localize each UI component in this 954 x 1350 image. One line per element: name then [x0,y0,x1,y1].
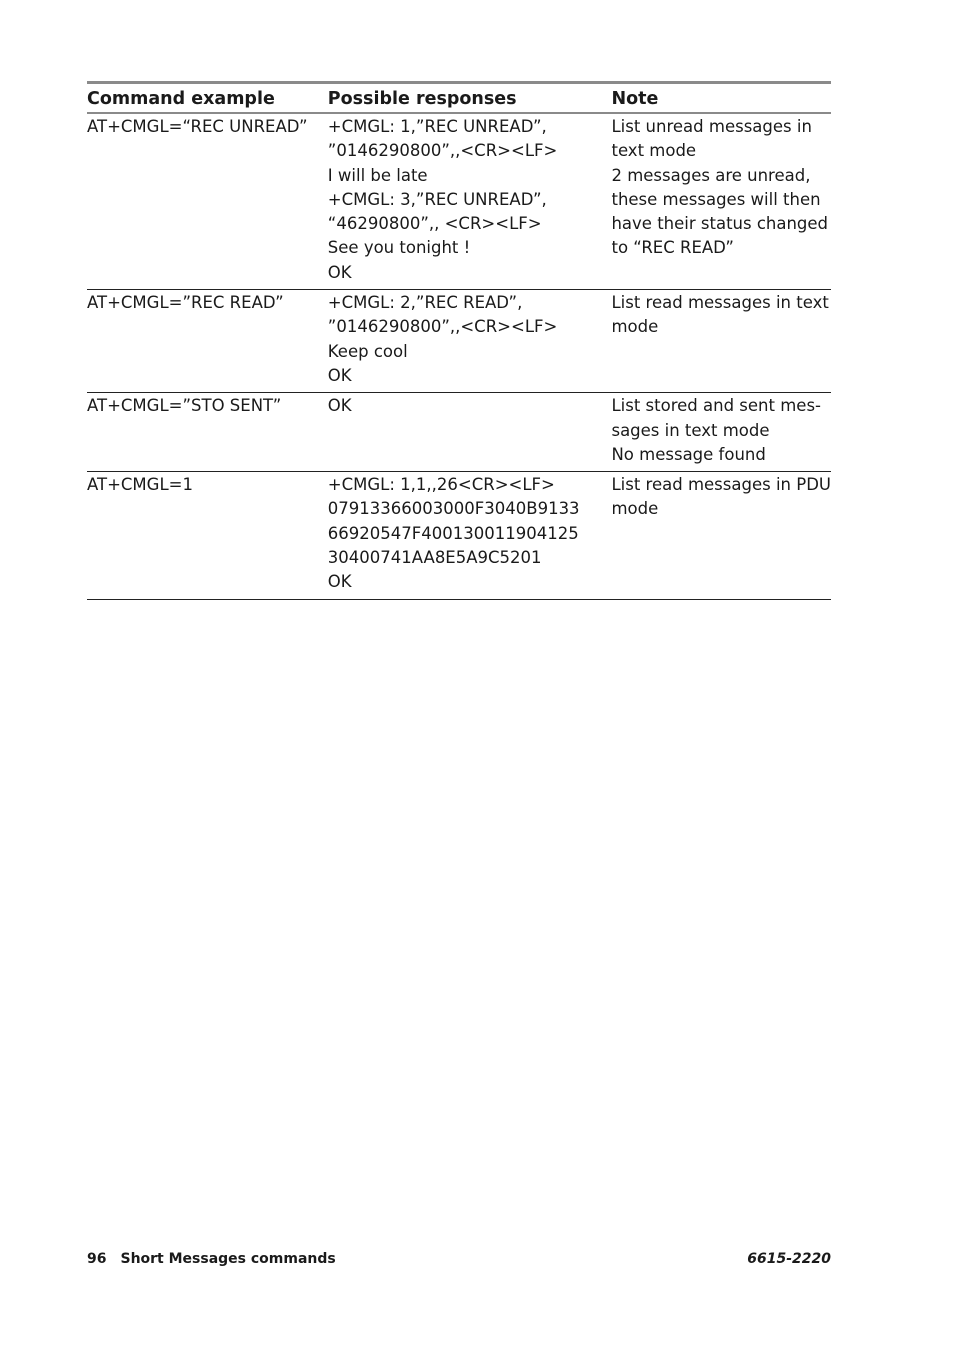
command-text: AT+CMGL=1 [87,475,193,495]
table-row [87,472,831,599]
note-line: mode [611,499,659,519]
note-line: to “REC READ” [611,238,734,258]
note-line: List stored and sent mes- [611,396,821,416]
responses-cell [328,290,612,393]
responses-cell [328,113,612,290]
note-line: text mode [611,141,697,161]
note-line: 2 messages are unread, [611,165,811,185]
header-possible-responses: Possible responses [327,88,517,109]
command-cell [87,113,328,290]
response-line: “46290800”,, <CR><LF> [327,214,542,234]
table-row [87,113,831,290]
header-row [87,83,831,114]
response-line: +CMGL: 2,”REC READ”, [327,293,523,313]
table-body [87,113,831,599]
note-cell [611,393,831,472]
command-text: AT+CMGL=”STO SENT” [87,396,282,416]
table-header [87,83,831,114]
note-cell [611,290,831,393]
note-cell [611,472,831,599]
response-line: 66920547F400130011904125 [327,523,579,543]
footer-left [87,1251,336,1267]
response-line: ”0146290800”,,<CR><LF> [327,141,558,161]
command-cell [87,393,328,472]
response-line: OK [327,365,352,385]
responses-cell [328,472,612,599]
note-line: List unread messages in [611,117,812,136]
note-cell [611,113,831,290]
note-line: No message found [611,444,766,464]
note-line: these messages will then [611,189,821,209]
command-text: AT+CMGL=”REC READ” [87,293,284,313]
responses-cell [328,393,612,472]
response-line: +CMGL: 3,”REC UNREAD”, [327,189,547,209]
note-line: sages in text mode [611,420,770,440]
command-cell [87,290,328,393]
note-line: List read messages in text [611,293,829,313]
response-line: 30400741AA8E5A9C5201 [327,548,542,568]
response-line: OK [327,396,352,416]
response-line: ”0146290800”,,<CR><LF> [327,317,558,337]
note-line: List read messages in PDU [611,475,831,495]
table-row [87,290,831,393]
response-line: OK [327,572,352,592]
response-line: +CMGL: 1,”REC UNREAD”, [327,117,547,136]
document-code: 6615-2220 [747,1251,831,1267]
response-line: +CMGL: 1,1,,26<CR><LF> [327,475,555,495]
section-title: Short Messages commands [120,1251,336,1267]
note-line: have their status changed [611,214,829,234]
command-text: AT+CMGL=“REC UNREAD” [87,117,308,136]
response-line: OK [327,262,352,282]
page-number: 96 [87,1251,107,1267]
header-note: Note [611,88,659,109]
command-cell [87,472,328,599]
note-line: mode [611,317,659,337]
response-line: See you tonight ! [327,238,471,258]
response-line: I will be late [327,165,428,185]
page-footer [87,1251,831,1267]
header-command-example: Command example [87,88,275,109]
response-line: Keep cool [327,341,408,361]
command-table [87,81,831,600]
table-row [87,393,831,472]
response-line: 07913366003000F3040B9133 [327,499,580,519]
